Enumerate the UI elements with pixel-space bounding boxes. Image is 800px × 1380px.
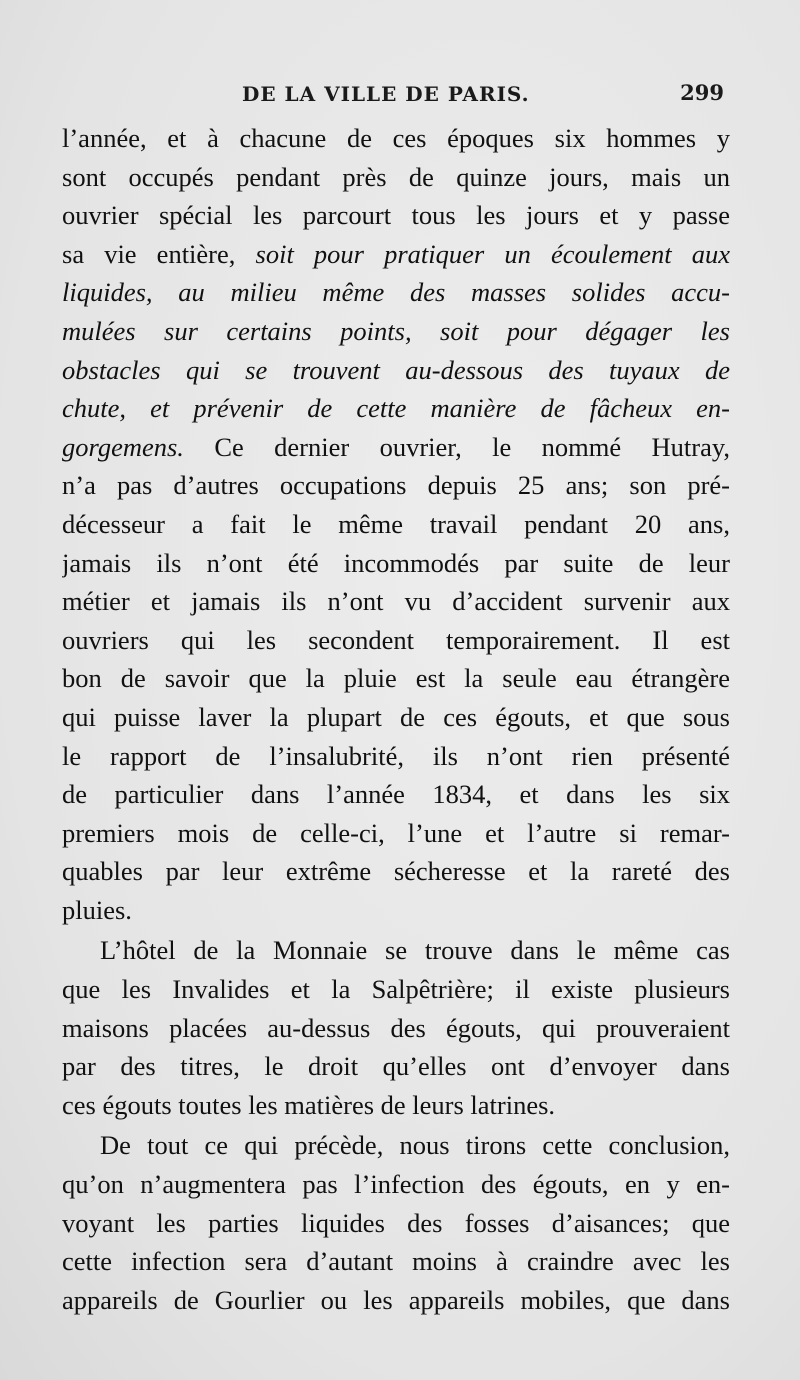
text-line [62, 119, 730, 158]
text-line [62, 891, 730, 930]
italic-segment: liquides, au milieu même des masses solides accu- [62, 277, 730, 308]
text-segment: métier et jamais ils n’ont vu d’accident survenir aux [62, 586, 730, 617]
text-segment: Ce dernier ouvrier, le nommé Hutray, [183, 431, 730, 462]
body-text [62, 119, 730, 1319]
text-line [62, 505, 730, 544]
text-segment: maisons placées au-dessus des égouts, qui prouveraient [62, 1012, 730, 1043]
text-line [62, 196, 730, 235]
text-line [62, 1242, 730, 1281]
page-header [62, 78, 724, 112]
text-line [62, 273, 730, 312]
text-segment: ouvriers qui les secondent temporairement. Il est [62, 624, 730, 655]
text-segment: L’hôtel de la Monnaie se trouve dans le même cas [100, 935, 730, 966]
running-head: DE LA VILLE DE PARIS. [242, 82, 530, 106]
paragraph [62, 119, 730, 929]
text-segment: qui puisse laver la plupart de ces égouts, et que sous [62, 701, 730, 732]
text-line [62, 621, 730, 660]
paragraph [62, 1126, 730, 1319]
text-segment: que les Invalides et la Salpêtrière; il existe plusieurs [62, 974, 730, 1005]
text-segment: qu’on n’augmentera pas l’infection des égouts, en y en- [62, 1169, 730, 1200]
text-line [62, 351, 730, 390]
text-line [62, 775, 730, 814]
text-line [62, 466, 730, 505]
italic-segment: chute, et prévenir de cette manière de fâcheux en- [62, 393, 730, 424]
text-segment: ces égouts toutes les matières de leurs latrines. [62, 1089, 556, 1120]
italic-segment: mulées sur certains points, soit pour dégager les [62, 315, 730, 346]
text-line [62, 1281, 730, 1320]
text-line [62, 158, 730, 197]
text-line [62, 428, 730, 467]
text-segment: bon de savoir que la pluie est la seule eau étrangère [62, 663, 730, 694]
text-segment: le rapport de l’insalubrité, ils n’ont rien présenté [62, 740, 730, 771]
page-number: 299 [680, 80, 724, 105]
text-line [62, 235, 730, 274]
text-segment: sont occupés pendant près de quinze jours, mais un [62, 161, 730, 192]
text-line [62, 970, 730, 1009]
text-line [62, 1009, 730, 1048]
text-segment: pluies. [62, 894, 132, 925]
text-line [62, 389, 730, 428]
text-segment: De tout ce qui précède, nous tirons cette conclusion, [100, 1130, 730, 1161]
text-line [62, 1204, 730, 1243]
text-line [62, 737, 730, 776]
text-segment: premiers mois de celle-ci, l’une et l’autre si remar- [62, 817, 730, 848]
text-line [62, 1086, 730, 1125]
text-line [62, 814, 730, 853]
text-segment: appareils de Gourlier ou les appareils mobiles, que dans [62, 1284, 730, 1315]
text-line [62, 852, 730, 891]
text-segment: décesseur a fait le même travail pendant 20 ans, [62, 508, 730, 539]
text-line [62, 544, 730, 583]
text-segment: quables par leur extrême sécheresse et la rareté des [62, 856, 730, 887]
text-segment: ouvrier spécial les parcourt tous les jours et y passe [62, 200, 730, 231]
text-segment: l’année, et à chacune de ces époques six hommes y [62, 123, 730, 153]
text-line [62, 931, 730, 970]
text-segment: n’a pas d’autres occupations depuis 25 ans; son pré- [62, 470, 730, 501]
paragraph [62, 931, 730, 1124]
text-segment: cette infection sera d’autant moins à craindre avec les [62, 1246, 730, 1277]
text-segment: sa vie entière, [62, 238, 256, 269]
text-line [62, 698, 730, 737]
text-line [62, 1165, 730, 1204]
italic-segment: soit pour pratiquer un écoulement aux [255, 238, 730, 269]
text-line [62, 582, 730, 621]
text-segment: jamais ils n’ont été incommodés par suite de leur [62, 547, 730, 578]
text-segment: de particulier dans l’année 1834, et dans les six [62, 779, 730, 810]
text-line [62, 1047, 730, 1086]
text-line [62, 1126, 730, 1165]
text-line [62, 659, 730, 698]
text-segment: voyant les parties liquides des fosses d’aisances; que [62, 1207, 730, 1238]
italic-segment: gorgemens. [62, 431, 184, 462]
text-segment: par des titres, le droit qu’elles ont d’envoyer dans [62, 1051, 730, 1082]
text-line [62, 312, 730, 351]
italic-segment: obstacles qui se trouvent au-dessous des tuyaux de [62, 354, 730, 385]
